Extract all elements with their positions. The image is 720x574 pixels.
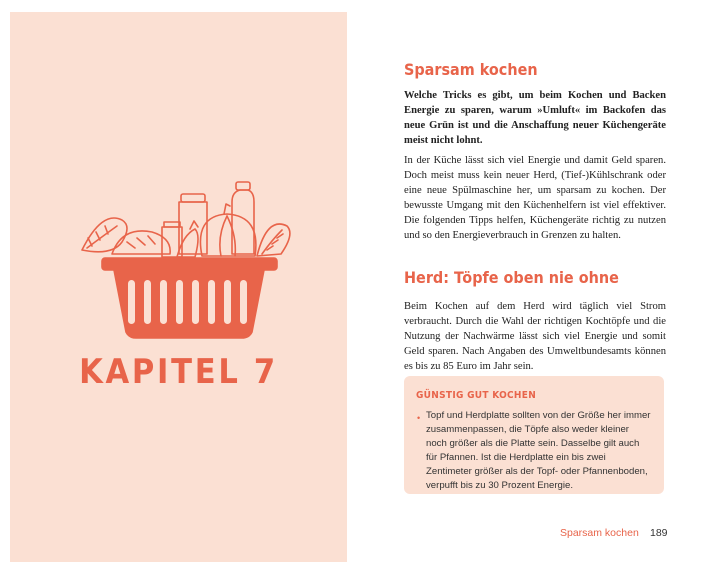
chapter-page — [10, 12, 347, 562]
body-paragraph-1: In der Küche lässt sich viel Energie und damit Geld sparen. Doch meist muss kein neuer Herd, (Tief-)Kühlschrank oder eine neue Spülmaschine her, um sparsam zu kochen. Der bewusste Umgang mit den Küchenhelfern ist viel effektiver. Die folgenden Tipps helfen, Küchengeräte richtig zu nutzen und so den Energieverbrauch in Grenzen zu halten. — [404, 155, 666, 241]
grocery-basket-icon — [72, 172, 302, 342]
tip-box — [404, 376, 664, 494]
lead-paragraph: Welche Tricks es gibt, um beim Kochen und Backen Energie zu sparen, warum »Umluft« im Backofen das neue Grün ist und die Anschaffung neuer Küchengeräte meist nicht lohnt. — [404, 90, 666, 146]
page-number: 189 — [650, 527, 668, 539]
bullet-icon: • — [417, 413, 421, 423]
subsection-title: Herd: Töpfe oben nie ohne — [404, 268, 619, 287]
running-footer-section: Sparsam kochen — [560, 527, 639, 539]
body-paragraph-2: Beim Kochen auf dem Herd wird täglich viel Strom verbraucht. Durch die Wahl der richtigen Kochtöpfe und die Nutzung der Nachwärme lässt sich viel Energie und somit Geld sparen. Nach Angaben des Umweltbundesamts können es bis zu 85 Euro im Jahr sein. — [404, 301, 666, 372]
tip-box-text: Topf und Herdplatte sollten von der Größe her immer zusammenpassen, die Töpfe also weder kleiner noch größer als die Platte sein. Dasselbe gilt auch für Pfannen. Ist die Herdplatte ein bis zwei Zentimeter größer als der Topf- oder Pfannenboden, verpufft bis zu 30 Prozent Energie. — [426, 410, 651, 491]
tip-box-title: GÜNSTIG GUT KOCHEN — [416, 390, 537, 401]
section-title: Sparsam kochen — [404, 60, 538, 79]
chapter-title: KAPITEL 7 — [79, 352, 278, 392]
